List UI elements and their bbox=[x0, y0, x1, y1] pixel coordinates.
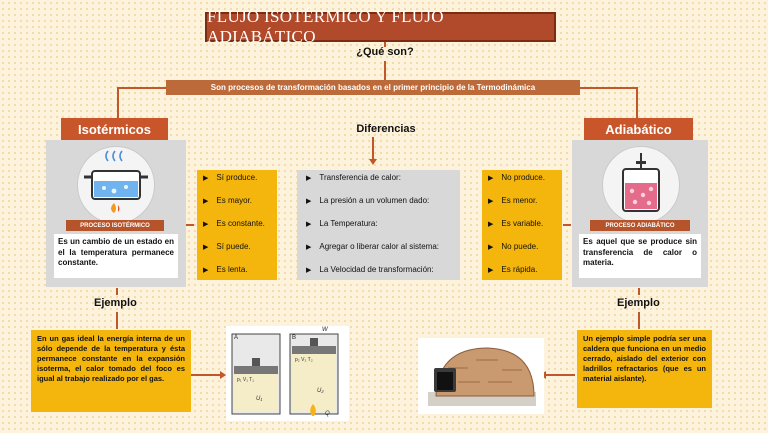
bullet-icon: ▶ bbox=[203, 244, 209, 251]
connector bbox=[117, 87, 166, 89]
list-item: ▶ Es rápida. bbox=[488, 265, 538, 274]
isothermal-answers bbox=[197, 170, 277, 280]
list-item: ▶ Transferencia de calor: bbox=[306, 173, 401, 182]
question-label: ¿Qué son? bbox=[356, 46, 414, 58]
list-item: ▶ Es lenta. bbox=[203, 265, 248, 274]
isothermal-example-text: En un gas ideal la energía interna de un sólo depende de la temperatura y ésta permanece constante en la expansión isoterma, el calor tomado del foco es igual al trabajo realizado por el gas. bbox=[31, 330, 191, 412]
figure-label-q: Q bbox=[325, 411, 330, 417]
figure-label-u1: U₁ bbox=[256, 396, 263, 402]
list-item: ▶ Es constante. bbox=[203, 219, 265, 228]
bullet-icon: ▶ bbox=[488, 221, 494, 228]
bullet-icon: ▶ bbox=[306, 244, 312, 251]
isotermicos-header: Isotérmicos bbox=[61, 118, 168, 140]
connector bbox=[116, 312, 118, 329]
bullet-icon: ▶ bbox=[488, 267, 494, 274]
bullet-icon: ▶ bbox=[306, 175, 312, 182]
arrow-down-icon bbox=[369, 159, 377, 165]
adiabatic-process-label: PROCESO ADIABÁTICO bbox=[590, 220, 690, 231]
adiabatic-panel bbox=[572, 140, 708, 287]
connector bbox=[580, 87, 638, 89]
connector bbox=[186, 224, 194, 226]
isothermal-process-label: PROCESO ISOTÉRMICO bbox=[66, 220, 164, 231]
figure-label-state2: p₂ V₂ T₂ bbox=[295, 357, 313, 363]
page-title: FLUJO ISOTÉRMICO Y FLUJO ADIABÁTICO bbox=[205, 12, 556, 42]
connector bbox=[117, 87, 119, 118]
differences-label: Diferencias bbox=[356, 123, 416, 135]
bullet-icon: ▶ bbox=[203, 267, 209, 274]
connector bbox=[638, 288, 640, 295]
brick-oven-illustration bbox=[418, 338, 544, 414]
bullet-icon: ▶ bbox=[488, 198, 494, 205]
list-item: ▶ La Temperatura: bbox=[306, 219, 378, 228]
adiabatic-illustration bbox=[602, 146, 680, 224]
bullet-icon: ▶ bbox=[488, 244, 494, 251]
insulated-container-icon bbox=[603, 147, 679, 223]
list-item: ▶ No produce. bbox=[488, 173, 545, 182]
figure-label-b: B bbox=[292, 335, 297, 341]
connector bbox=[636, 87, 638, 118]
connector bbox=[384, 61, 386, 80]
criteria-panel bbox=[297, 170, 460, 280]
isothermal-expansion-figure bbox=[226, 326, 349, 421]
list-item: ▶ La presión a un volumen dado: bbox=[306, 196, 430, 205]
figure-label-u2: U₂ bbox=[317, 388, 324, 394]
connector bbox=[545, 374, 575, 376]
bullet-icon: ▶ bbox=[306, 267, 312, 274]
list-item: ▶ La Velocidad de transformación: bbox=[306, 265, 434, 274]
list-item: ▶ Es menor. bbox=[488, 196, 538, 205]
adiabatic-example-text: Un ejemplo simple podría ser una caldera que funciona en un medio cerrado, aislado del exterior con ladrillos refractarios (que es un material aislante). bbox=[577, 330, 712, 408]
isothermal-illustration bbox=[77, 146, 155, 224]
bullet-icon: ▶ bbox=[306, 221, 312, 228]
bullet-icon: ▶ bbox=[203, 198, 209, 205]
connector bbox=[190, 374, 220, 376]
isothermal-description: Es un cambio de un estado en el la temperatura permanece constante. bbox=[54, 234, 178, 278]
figure-label-a: A bbox=[234, 335, 239, 341]
boiling-pot-icon bbox=[78, 147, 154, 223]
bullet-icon: ▶ bbox=[488, 175, 494, 182]
adiabatic-example-label: Ejemplo bbox=[617, 297, 660, 309]
isothermal-panel bbox=[46, 140, 186, 287]
list-item: ▶ Es variable. bbox=[488, 219, 544, 228]
adiabatico-header: Adiabático bbox=[584, 118, 693, 140]
adiabatic-answers bbox=[482, 170, 562, 280]
connector bbox=[638, 312, 640, 329]
connector bbox=[563, 224, 571, 226]
bullet-icon: ▶ bbox=[203, 221, 209, 228]
list-item: ▶ Agregar o liberar calor al sistema: bbox=[306, 242, 439, 251]
adiabatic-description: Es aquel que se produce sin transferencia de calor o materia. bbox=[579, 234, 701, 278]
connector bbox=[116, 288, 118, 295]
bullet-icon: ▶ bbox=[306, 198, 312, 205]
figure-label-state1: p₁ V₁ T₁ bbox=[237, 377, 254, 383]
isothermal-example-label: Ejemplo bbox=[94, 297, 137, 309]
list-item: ▶ Es mayor. bbox=[203, 196, 252, 205]
list-item: ▶ Sí puede. bbox=[203, 242, 251, 251]
piston-cylinders-diagram bbox=[226, 326, 349, 421]
list-item: ▶ Sí produce. bbox=[203, 173, 258, 182]
brick-oven-image bbox=[418, 338, 544, 414]
bullet-icon: ▶ bbox=[203, 175, 209, 182]
connector bbox=[372, 137, 374, 159]
figure-label-w: W bbox=[322, 327, 328, 333]
definition-bar: Son procesos de transformación basados en el primer principio de la Termodinámica bbox=[166, 80, 580, 95]
list-item: ▶ No puede. bbox=[488, 242, 539, 251]
